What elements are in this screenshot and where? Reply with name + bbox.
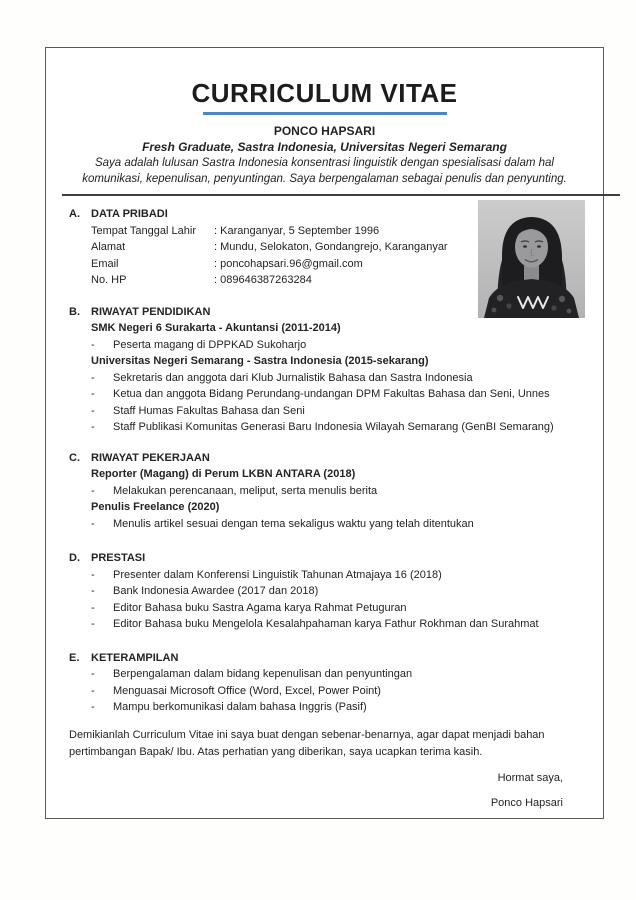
bullet-dash: - bbox=[91, 684, 95, 697]
title-underline bbox=[203, 112, 447, 115]
portrait-photo bbox=[478, 200, 585, 318]
section-title: RIWAYAT PEKERJAAN bbox=[91, 451, 210, 464]
bullet-dash: - bbox=[91, 338, 95, 351]
section-title: DATA PRIBADI bbox=[91, 208, 168, 220]
list-item-text: Melakukan perencanaan, meliput, serta menulis berita bbox=[113, 484, 378, 497]
bullet-dash: - bbox=[91, 701, 95, 713]
cv-header bbox=[46, 48, 603, 187]
list-item bbox=[91, 567, 589, 584]
bullet-dash: - bbox=[91, 585, 95, 597]
signature-block bbox=[69, 770, 589, 811]
intro-line-2: komunikasi, kepenulisan, penyuntingan. Saya berpengalaman sebagai penulis dan penyunting. bbox=[82, 173, 567, 185]
list-item-text: Staff Publikasi Komunitas Generasi Baru Indonesia Wilayah Semarang (GenBI Semarang) bbox=[113, 421, 554, 433]
list-item bbox=[91, 666, 589, 683]
person-name: PONCO HAPSARI bbox=[273, 124, 376, 138]
section-letter: B. bbox=[69, 305, 80, 318]
list-item bbox=[91, 616, 589, 633]
section-riwayat-pekerjaan bbox=[69, 450, 589, 533]
page-title: CURRICULUM VITAE bbox=[191, 78, 458, 108]
bullet-dash: - bbox=[91, 371, 95, 384]
list-item-text: Menguasai Microsoft Office (Word, Excel, Power Point) bbox=[113, 684, 381, 697]
entry-subheading: SMK Negeri 6 Surakarta - Akuntansi (2011-2014) bbox=[91, 322, 341, 334]
salutation: Hormat saya, bbox=[497, 771, 563, 784]
bullet-dash: - bbox=[91, 421, 95, 433]
section-prestasi bbox=[69, 550, 589, 633]
section-letter: E. bbox=[69, 651, 80, 664]
list-item-text: Editor Bahasa buku Mengelola Kesalahpahaman karya Fathur Rokhman dan Surahmat bbox=[113, 618, 539, 630]
entry-subheading: Universitas Negeri Semarang - Sastra Indonesia (2015-sekarang) bbox=[91, 355, 429, 367]
list-item bbox=[91, 386, 589, 403]
section-heading bbox=[69, 650, 589, 667]
signature-name: Ponco Hapsari bbox=[490, 796, 563, 809]
field-label: Tempat Tanggal Lahir bbox=[91, 224, 196, 237]
section-heading bbox=[69, 550, 589, 567]
list-item-text: Staff Humas Fakultas Bahasa dan Seni bbox=[113, 404, 305, 417]
field-label: Email bbox=[91, 257, 119, 270]
entry-subheading: Penulis Freelance (2020) bbox=[91, 501, 220, 513]
header-separator-line bbox=[62, 194, 620, 196]
entry-subheading: Reporter (Magang) di Perum LKBN ANTARA (2018) bbox=[91, 468, 356, 480]
list-item bbox=[91, 600, 589, 617]
list-item bbox=[91, 370, 589, 387]
section-keterampilan bbox=[69, 650, 589, 716]
list-item bbox=[91, 516, 589, 533]
bullet-dash: - bbox=[91, 484, 95, 497]
list-item-text: Sekretaris dan anggota dari Klub Jurnalistik Bahasa dan Sastra Indonesia bbox=[113, 371, 473, 384]
bullet-dash: - bbox=[91, 568, 95, 581]
education-list bbox=[91, 320, 589, 436]
section-title: KETERAMPILAN bbox=[91, 651, 179, 664]
list-item bbox=[91, 403, 589, 420]
list-item-text: Editor Bahasa buku Sastra Agama karya Rahmat Petuguran bbox=[113, 601, 407, 614]
section-letter: D. bbox=[69, 552, 80, 564]
field-value: : Mundu, Selokaton, Gondangrejo, Karanganyar bbox=[214, 241, 448, 253]
list-item-text: Peserta magang di DPPKAD Sukoharjo bbox=[113, 338, 307, 351]
bullet-dash: - bbox=[91, 668, 95, 680]
closing-paragraph: Demikianlah Curriculum Vitae ini saya buat dengan sebenar-benarnya, agar dapat menjadi bahan pertimbangan Bapak/ Ibu. Atas perhatian yang diberikan, saya ucapkan terima kasih. bbox=[69, 728, 545, 758]
page-border-frame bbox=[45, 47, 604, 819]
field-value: : poncohapsari.96@gmail.com bbox=[214, 257, 363, 270]
list-item bbox=[91, 699, 589, 716]
section-title: RIWAYAT PENDIDIKAN bbox=[91, 305, 211, 318]
portrait-photo-graphic bbox=[478, 200, 585, 318]
person-subtitle: Fresh Graduate, Sastra Indonesia, Universitas Negeri Semarang bbox=[142, 140, 507, 154]
field-value: : Karanganyar, 5 September 1996 bbox=[214, 224, 380, 237]
bullet-dash: - bbox=[91, 601, 95, 614]
list-item bbox=[91, 419, 589, 436]
list-item bbox=[91, 683, 589, 700]
list-item-text: Menulis artikel sesuai dengan tema sekaligus waktu yang telah ditentukan bbox=[113, 517, 474, 530]
section-letter: C. bbox=[69, 451, 80, 464]
section-riwayat-pendidikan bbox=[69, 304, 589, 436]
field-label: Alamat bbox=[91, 241, 126, 253]
list-item-text: Mampu berkomunikasi dalam bahasa Inggris (Pasif) bbox=[113, 701, 367, 713]
bullet-dash: - bbox=[91, 388, 95, 400]
list-item-text: Presenter dalam Konferensi Linguistik Tahunan Atmajaya 16 (2018) bbox=[113, 568, 442, 581]
section-title: PRESTASI bbox=[91, 552, 146, 564]
skills-list bbox=[91, 666, 589, 716]
list-item-text: Bank Indonesia Awardee (2017 dan 2018) bbox=[113, 585, 319, 597]
bullet-dash: - bbox=[91, 517, 95, 530]
list-item-text: Ketua dan anggota Bidang Perundang-undangan DPM Fakultas Bahasa dan Seni, Unnes bbox=[113, 388, 550, 400]
work-list bbox=[91, 466, 589, 532]
list-item bbox=[91, 483, 589, 500]
field-label: No. HP bbox=[91, 274, 127, 286]
section-heading bbox=[69, 450, 589, 467]
bullet-dash: - bbox=[91, 618, 95, 630]
intro-paragraph bbox=[46, 155, 603, 187]
list-item bbox=[91, 337, 589, 354]
list-item bbox=[91, 583, 589, 600]
intro-line-1: Saya adalah lulusan Sastra Indonesia konsentrasi linguistik dengan spesialisasi dalam hal bbox=[94, 157, 554, 169]
achievement-list bbox=[91, 567, 589, 633]
bullet-dash: - bbox=[91, 404, 95, 417]
section-letter: A. bbox=[69, 208, 80, 220]
field-value: : 089646387263284 bbox=[214, 274, 312, 286]
list-item-text: Berpengalaman dalam bidang kepenulisan dan penyuntingan bbox=[113, 668, 413, 680]
